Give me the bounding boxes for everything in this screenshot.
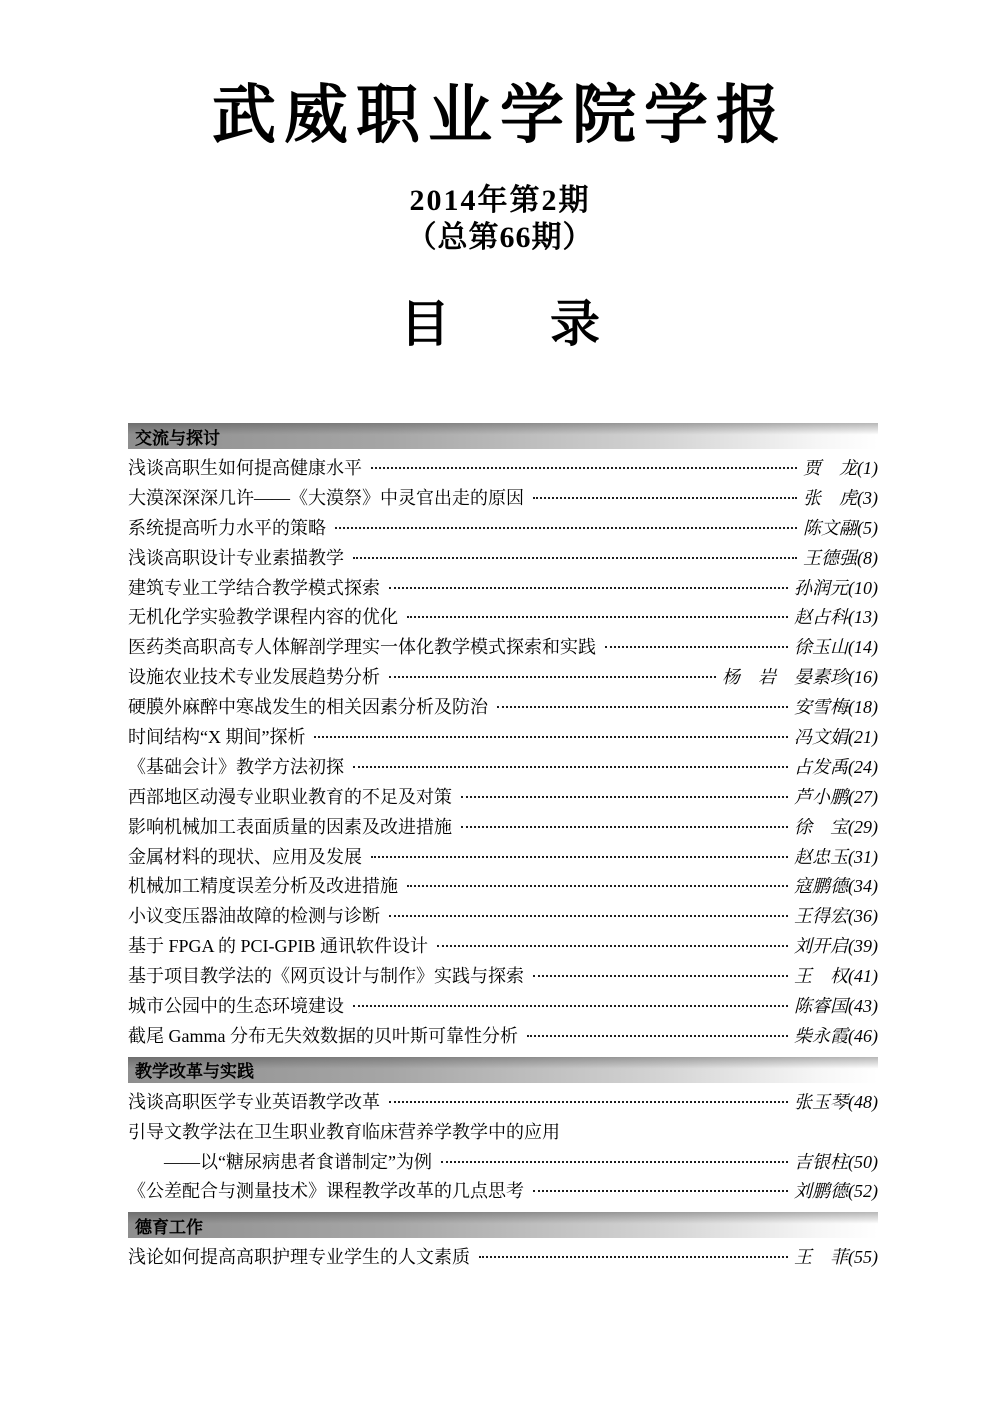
author-page: 赵占科(13) bbox=[794, 607, 878, 628]
journal-title: 武威职业学院学报 bbox=[212, 80, 788, 151]
dot-leader bbox=[461, 826, 788, 828]
dot-leader bbox=[461, 796, 788, 798]
article-title: 建筑专业工学结合教学模式探索 bbox=[128, 577, 380, 598]
dot-leader bbox=[533, 975, 788, 977]
article-title: 浅谈高职医学专业英语教学改革 bbox=[128, 1091, 380, 1112]
toc-item-row bbox=[128, 631, 878, 661]
toc-item-row bbox=[128, 1086, 878, 1116]
table-of-contents bbox=[128, 423, 878, 1271]
volume-line: （总第66期） bbox=[406, 221, 594, 254]
author-page: 柴永霞(46) bbox=[794, 1025, 878, 1046]
article-title: 《公差配合与测量技术》课程教学改革的几点思考 bbox=[128, 1181, 524, 1202]
toc-item-row bbox=[128, 601, 878, 631]
toc-item-row bbox=[128, 452, 878, 482]
toc-item-row bbox=[128, 482, 878, 512]
toc-item-row bbox=[128, 960, 878, 990]
dot-leader bbox=[527, 1035, 788, 1037]
dot-leader bbox=[389, 587, 788, 589]
author-page: 陈睿国(43) bbox=[794, 995, 878, 1016]
dot-leader bbox=[497, 706, 788, 708]
article-title: 小议变压器油故障的检测与诊断 bbox=[128, 906, 380, 927]
author-page: 安雪梅(18) bbox=[794, 697, 878, 718]
dot-leader bbox=[479, 1256, 788, 1258]
toc-item-row bbox=[128, 721, 878, 751]
article-title: 浅论如何提高高职护理专业学生的人文素质 bbox=[128, 1247, 470, 1268]
dot-leader bbox=[335, 527, 797, 529]
article-title: 基于 FPGA 的 PCI-GPIB 通讯软件设计 bbox=[128, 936, 429, 957]
article-title: 基于项目教学法的《网页设计与制作》实践与探索 bbox=[128, 966, 524, 987]
dot-leader bbox=[389, 1101, 788, 1103]
dot-leader bbox=[371, 467, 797, 469]
dot-leader bbox=[605, 646, 788, 648]
dot-leader bbox=[353, 766, 788, 768]
article-title: 大漠深深深几许——《大漠祭》中灵官出走的原因 bbox=[128, 487, 524, 508]
dot-leader bbox=[407, 616, 788, 618]
dot-leader bbox=[407, 885, 788, 887]
article-title: 机械加工精度误差分析及改进措施 bbox=[128, 876, 398, 897]
section-header-label: 德育工作 bbox=[135, 1217, 203, 1237]
article-title: 影响机械加工表面质量的因素及改进措施 bbox=[128, 816, 452, 837]
toc-item-row bbox=[128, 870, 878, 900]
author-page: 徐 宝(29) bbox=[794, 816, 878, 837]
section-header bbox=[128, 1212, 878, 1238]
issue-line: 2014年第2期 bbox=[409, 184, 591, 217]
toc-item-row bbox=[128, 512, 878, 542]
article-title: 浅谈高职设计专业素描教学 bbox=[128, 547, 344, 568]
toc-item-row bbox=[128, 1020, 878, 1050]
article-title: 设施农业技术专业发展趋势分析 bbox=[128, 667, 380, 688]
author-page: 刘开启(39) bbox=[794, 936, 878, 957]
toc-item-row bbox=[128, 751, 878, 781]
author-page: 王 权(41) bbox=[794, 966, 878, 987]
dot-leader bbox=[353, 1005, 788, 1007]
toc-item-row bbox=[128, 542, 878, 572]
author-page: 冯文娟(21) bbox=[794, 726, 878, 747]
dot-leader bbox=[389, 915, 788, 917]
article-title: 硬膜外麻醉中寒战发生的相关因素分析及防治 bbox=[128, 697, 488, 718]
toc-item-row bbox=[128, 1175, 878, 1205]
author-page: 孙润元(10) bbox=[794, 577, 878, 598]
author-page: 贾 龙(1) bbox=[803, 457, 878, 478]
toc-item-row bbox=[128, 1241, 878, 1271]
dot-leader bbox=[389, 676, 716, 678]
article-title: 截尾 Gamma 分布无失效数据的贝叶斯可靠性分析 bbox=[128, 1025, 518, 1046]
toc-item-row bbox=[128, 691, 878, 721]
toc-item-row bbox=[128, 572, 878, 602]
dot-leader bbox=[441, 1161, 788, 1163]
author-page: 王 菲(55) bbox=[794, 1247, 878, 1268]
author-page: 寇鹏德(34) bbox=[794, 876, 878, 897]
author-page: 王德强(8) bbox=[803, 547, 878, 568]
dot-leader bbox=[533, 497, 797, 499]
author-page: 芦小鹏(27) bbox=[794, 786, 878, 807]
article-title: 金属材料的现状、应用及发展 bbox=[128, 846, 362, 867]
author-page: 王得宏(36) bbox=[794, 906, 878, 927]
section-header-label: 交流与探讨 bbox=[135, 428, 220, 448]
toc-item-row bbox=[128, 841, 878, 871]
toc-item-row bbox=[128, 661, 878, 691]
article-title: 医药类高职高专人体解剖学理实一体化教学模式探索和实践 bbox=[128, 637, 596, 658]
article-title: 《基础会计》教学方法初探 bbox=[128, 756, 344, 777]
author-page: 赵忠玉(31) bbox=[794, 846, 878, 867]
dot-leader bbox=[353, 557, 797, 559]
article-title: 时间结构“X 期间”探析 bbox=[128, 726, 306, 747]
toc-item-row bbox=[128, 811, 878, 841]
toc-title: 目 录 bbox=[400, 296, 600, 352]
article-title: 引导文教学法在卫生职业教育临床营养学教学中的应用 bbox=[128, 1121, 560, 1142]
toc-item-row bbox=[128, 990, 878, 1020]
toc-item-row bbox=[128, 1146, 878, 1176]
author-page: 张玉琴(48) bbox=[794, 1091, 878, 1112]
dot-leader bbox=[533, 1190, 788, 1192]
article-title: 浅谈高职生如何提高健康水平 bbox=[128, 457, 362, 478]
toc-item-row bbox=[128, 900, 878, 930]
author-page: 占发禹(24) bbox=[794, 756, 878, 777]
article-title: 系统提高听力水平的策略 bbox=[128, 517, 326, 538]
toc-item-row bbox=[128, 781, 878, 811]
author-page: 刘鹏德(52) bbox=[794, 1181, 878, 1202]
author-page: 杨 岩 晏素珍(16) bbox=[722, 667, 878, 688]
article-title: 西部地区动漫专业职业教育的不足及对策 bbox=[128, 786, 452, 807]
article-title: ——以“糖尿病患者食谱制定”为例 bbox=[164, 1151, 432, 1172]
section-header bbox=[128, 423, 878, 449]
toc-item-row bbox=[128, 1116, 878, 1146]
article-title: 城市公园中的生态环境建设 bbox=[128, 995, 344, 1016]
dot-leader bbox=[371, 856, 788, 858]
section-header bbox=[128, 1057, 878, 1083]
author-page: 吉银柱(50) bbox=[794, 1151, 878, 1172]
section-header-label: 教学改革与实践 bbox=[135, 1062, 254, 1082]
author-page: 张 虎(3) bbox=[803, 487, 878, 508]
dot-leader bbox=[437, 945, 788, 947]
author-page: 徐玉山(14) bbox=[794, 637, 878, 658]
toc-item-row bbox=[128, 930, 878, 960]
author-page: 陈文翮(5) bbox=[803, 517, 878, 538]
article-title: 无机化学实验教学课程内容的优化 bbox=[128, 607, 398, 628]
dot-leader bbox=[314, 736, 788, 738]
